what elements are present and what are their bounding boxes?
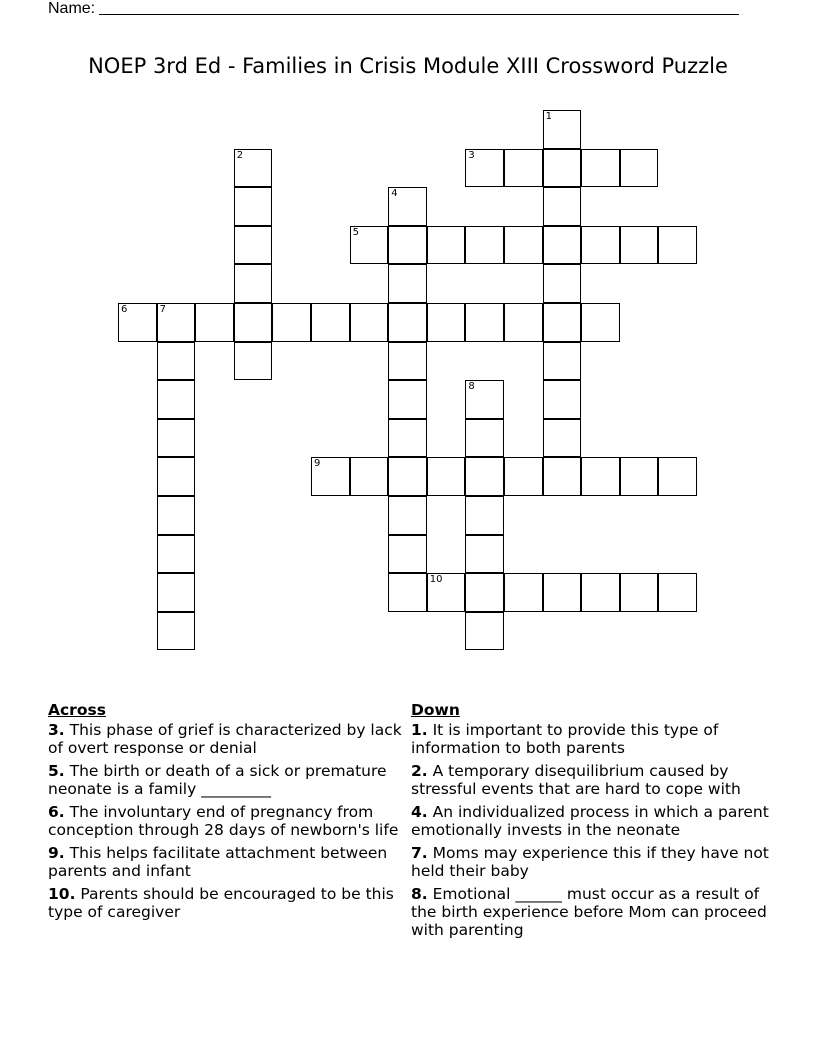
clue-text: Emotional ______ must occur as a result of the birth experience before Mom can proceed with parenting	[411, 885, 767, 939]
down-clue	[411, 885, 771, 939]
grid-cell[interactable]	[581, 303, 620, 342]
grid-cell[interactable]	[581, 573, 620, 612]
grid-cell[interactable]	[465, 496, 504, 535]
grid-cell[interactable]	[620, 457, 659, 496]
grid-cell[interactable]	[620, 226, 659, 265]
grid-cell[interactable]	[658, 573, 697, 612]
clue-number: 9	[314, 458, 321, 470]
grid-cell[interactable]	[388, 226, 427, 265]
clue-number: 8	[468, 381, 475, 393]
grid-cell[interactable]	[543, 419, 582, 458]
grid-cell[interactable]	[350, 457, 389, 496]
clue-number: 1	[545, 111, 552, 122]
grid-cell[interactable]	[543, 149, 582, 188]
grid-cell[interactable]	[581, 457, 620, 496]
grid-cell[interactable]	[388, 419, 427, 458]
down-clue	[411, 721, 771, 757]
grid-cell[interactable]	[157, 496, 196, 535]
grid-cell[interactable]	[427, 303, 466, 342]
across-clues	[48, 701, 408, 926]
grid-cell[interactable]	[465, 535, 504, 574]
grid-cell[interactable]	[272, 303, 311, 342]
grid-cell[interactable]	[388, 303, 427, 342]
grid-cell[interactable]	[157, 342, 196, 381]
clue-number: 7.	[411, 844, 428, 862]
across-heading: Across	[48, 701, 106, 719]
grid-cell[interactable]	[311, 303, 350, 342]
clue-number: 5	[352, 226, 359, 238]
grid-cell[interactable]	[504, 303, 543, 342]
grid-cell[interactable]	[543, 226, 582, 265]
grid-cell[interactable]	[543, 573, 582, 612]
grid-cell[interactable]	[465, 303, 504, 342]
across-clue	[48, 762, 408, 798]
grid-cell[interactable]	[388, 342, 427, 381]
grid-cell[interactable]	[427, 457, 466, 496]
grid-cell[interactable]	[504, 226, 543, 265]
page-title: NOEP 3rd Ed - Families in Crisis Module XIII Crossword Puzzle	[88, 54, 728, 78]
clue-number: 1.	[411, 721, 428, 739]
clue-number: 7	[159, 304, 166, 315]
clue-text: This helps facilitate attachment between parents and infant	[48, 844, 388, 880]
clue-number: 6.	[48, 803, 65, 821]
grid-cell[interactable]	[157, 573, 196, 612]
across-clue	[48, 844, 408, 880]
grid-cell[interactable]	[350, 303, 389, 342]
grid-cell[interactable]	[157, 535, 196, 574]
down-clues	[411, 701, 771, 944]
grid-cell[interactable]	[465, 457, 504, 496]
down-clue	[411, 762, 771, 798]
across-clue	[48, 803, 408, 839]
clue-number: 3.	[48, 721, 65, 739]
grid-cell[interactable]	[465, 573, 504, 612]
grid-cell[interactable]	[465, 419, 504, 458]
grid-cell[interactable]	[658, 226, 697, 265]
down-heading: Down	[411, 701, 460, 719]
grid-cell[interactable]	[543, 110, 582, 149]
grid-cell[interactable]	[234, 264, 273, 303]
across-clue	[48, 721, 408, 757]
grid-cell[interactable]	[388, 380, 427, 419]
grid-cell[interactable]	[658, 457, 697, 496]
grid-cell[interactable]	[157, 612, 196, 651]
clue-text: Parents should be encouraged to be this type of caregiver	[48, 885, 394, 921]
clue-number: 6	[121, 304, 128, 315]
grid-cell[interactable]	[504, 457, 543, 496]
clue-number: 8.	[411, 885, 428, 903]
grid-cell[interactable]	[465, 612, 504, 651]
clue-text: It is important to provide this type of information to both parents	[411, 721, 719, 757]
grid-cell[interactable]	[388, 535, 427, 574]
name-label: Name:	[48, 0, 96, 17]
grid-cell[interactable]	[157, 380, 196, 419]
grid-cell[interactable]	[311, 457, 350, 496]
clue-number: 2.	[411, 762, 428, 780]
clue-number: 4	[391, 188, 398, 200]
grid-cell[interactable]	[427, 573, 466, 612]
grid-cell[interactable]	[234, 149, 273, 188]
grid-cell[interactable]	[620, 573, 659, 612]
clue-text: Moms may experience this if they have not held their baby	[411, 844, 769, 880]
grid-cell[interactable]	[234, 226, 273, 265]
clue-number: 10	[429, 574, 443, 586]
clue-text: An individualized process in which a parent emotionally invests in the neonate	[411, 803, 769, 839]
clue-number: 9.	[48, 844, 65, 862]
grid-cell[interactable]	[581, 149, 620, 188]
grid-cell[interactable]	[234, 342, 273, 381]
grid-cell[interactable]	[388, 264, 427, 303]
grid-cell[interactable]	[465, 226, 504, 265]
grid-cell[interactable]	[504, 149, 543, 188]
grid-cell[interactable]	[195, 303, 234, 342]
grid-cell[interactable]	[234, 303, 273, 342]
grid-cell[interactable]	[543, 380, 582, 419]
grid-cell[interactable]	[581, 226, 620, 265]
down-clue	[411, 803, 771, 839]
grid-cell[interactable]	[543, 457, 582, 496]
across-clue	[48, 885, 408, 921]
clue-number: 4.	[411, 803, 428, 821]
grid-cell[interactable]	[504, 573, 543, 612]
grid-cell[interactable]	[543, 264, 582, 303]
grid-cell[interactable]	[234, 187, 273, 226]
grid-cell[interactable]	[543, 187, 582, 226]
grid-cell[interactable]	[388, 187, 427, 226]
grid-cell[interactable]	[543, 303, 582, 342]
clue-text: The birth or death of a sick or premature neonate is a family _________	[48, 762, 387, 798]
clue-number: 5.	[48, 762, 65, 780]
clue-text: This phase of grief is characterized by lack of overt response or denial	[48, 721, 402, 757]
grid-cell[interactable]	[620, 149, 659, 188]
clue-number: 3	[468, 149, 475, 161]
grid-cell[interactable]	[157, 419, 196, 458]
grid-cell[interactable]	[157, 303, 196, 342]
clue-number: 10.	[48, 885, 76, 903]
grid-cell[interactable]	[118, 303, 157, 342]
grid-cell[interactable]	[388, 573, 427, 612]
grid-cell[interactable]	[465, 149, 504, 188]
grid-cell[interactable]	[543, 342, 582, 381]
grid-cell[interactable]	[157, 457, 196, 496]
grid-cell[interactable]	[350, 226, 389, 265]
clue-text: A temporary disequilibrium caused by stressful events that are hard to cope with	[411, 762, 741, 798]
grid-cell[interactable]	[427, 226, 466, 265]
grid-cell[interactable]	[388, 496, 427, 535]
grid-cell[interactable]	[465, 380, 504, 419]
down-clue	[411, 844, 771, 880]
grid-cell[interactable]	[388, 457, 427, 496]
clue-text: The involuntary end of pregnancy from conception through 28 days of newborn's life	[48, 803, 399, 839]
clue-number: 2	[236, 149, 244, 161]
